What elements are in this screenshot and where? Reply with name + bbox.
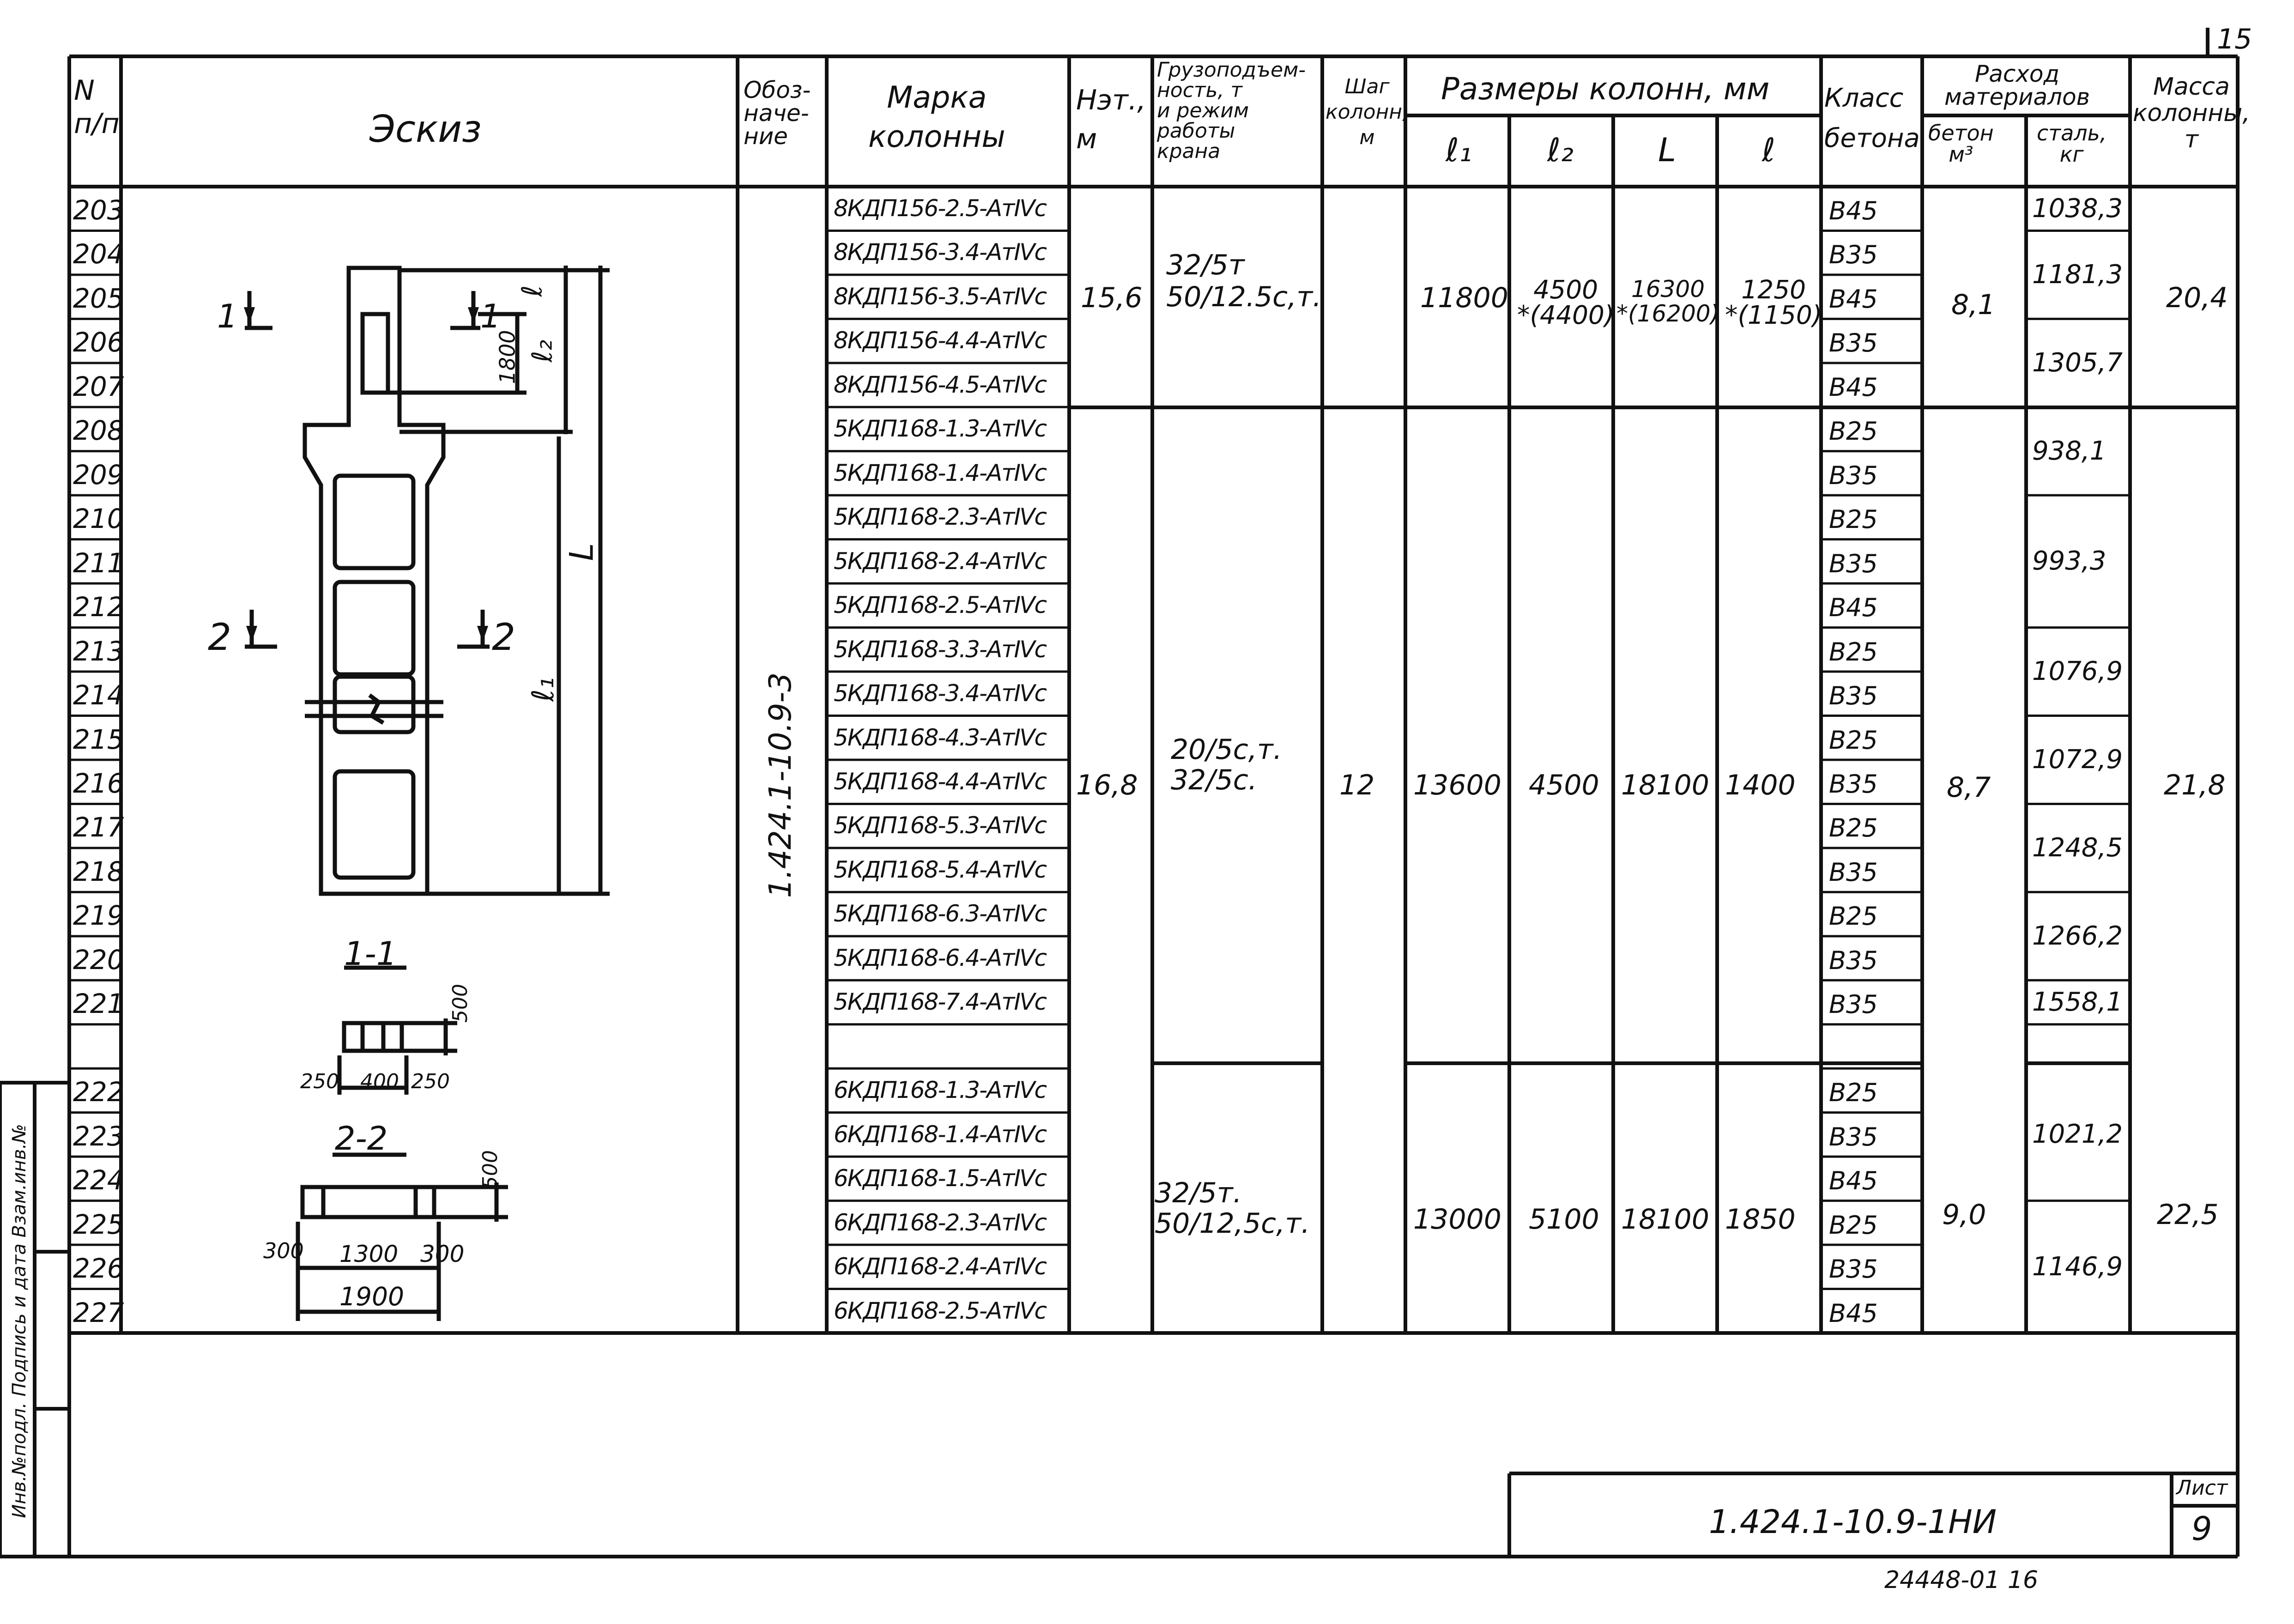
header-column-step: Шаг колонн, м — [1326, 75, 1409, 149]
section-2-dim-1900: 1900 — [339, 1282, 404, 1311]
row-mark: 5КДП168-4.4-АтⅣс — [834, 768, 1046, 795]
row-class: В25 — [1829, 813, 1878, 843]
row-mark: 8КДП156-3.5-АтⅣс — [834, 283, 1046, 310]
page-number: 15 — [2217, 23, 2252, 55]
row-mark: 8КДП156-4.5-АтⅣс — [834, 371, 1046, 398]
row-class: В45 — [1829, 1166, 1878, 1196]
dim-l1-label: ℓ₁ — [526, 677, 561, 702]
group2-step: 12 — [1339, 769, 1375, 801]
group2-l1: 13600 — [1413, 769, 1501, 801]
header-mark: Марка колонны — [868, 80, 1005, 154]
section-2-right-label: 2 — [492, 616, 515, 659]
group2-mass: 21,8 — [2164, 769, 2226, 801]
header-sketch: Эскиз — [369, 108, 482, 151]
row-mark: 8КДП156-3.4-АтⅣс — [834, 239, 1046, 266]
group3-b: 1850 — [1725, 1203, 1796, 1236]
row-number: 218 — [73, 855, 124, 887]
steel-value: 938,1 — [2032, 436, 2106, 466]
row-class: В35 — [1829, 328, 1878, 358]
header-floor-height: Нэт., м — [1076, 84, 1146, 155]
steel-value: 1181,3 — [2032, 259, 2123, 290]
row-number: 227 — [73, 1297, 124, 1328]
steel-value: 1072,9 — [2032, 744, 2123, 775]
sheet-label: Лист — [2176, 1476, 2228, 1500]
row-class: В35 — [1829, 990, 1878, 1019]
row-mark: 5КДП168-7.4-АтⅣс — [834, 988, 1046, 1016]
row-number: 222 — [73, 1076, 124, 1108]
group1-beton: 8,1 — [1951, 289, 1996, 321]
section-1-left-label: 1 — [217, 297, 238, 335]
steel-value: 1305,7 — [2032, 347, 2123, 378]
dim-L-label: L — [563, 543, 601, 561]
group2-floor-height: 16,8 — [1076, 769, 1138, 801]
header-L: L — [1658, 131, 1676, 169]
steel-value: 1021,2 — [2032, 1119, 2123, 1150]
row-number: 226 — [73, 1253, 124, 1285]
steel-value: 1266,2 — [2032, 921, 2123, 951]
row-mark: 5КДП168-4.3-АтⅣс — [834, 724, 1046, 751]
row-class: В35 — [1829, 461, 1878, 490]
row-number: 221 — [73, 988, 124, 1020]
dim-1800-label: 1800 — [495, 330, 520, 384]
row-number: 211 — [73, 547, 124, 579]
row-class: В25 — [1829, 637, 1878, 667]
row-class: В45 — [1829, 372, 1878, 402]
row-number: 220 — [73, 944, 124, 976]
row-mark: 5КДП168-2.4-АтⅣс — [834, 547, 1046, 575]
row-mark: 5КДП168-3.3-АтⅣс — [834, 636, 1046, 663]
row-mark: 6КДП168-2.4-АтⅣс — [834, 1253, 1046, 1280]
designation: 1.424.1-10.9-3 — [763, 672, 798, 898]
row-number: 206 — [73, 327, 124, 358]
row-number: 203 — [73, 194, 124, 226]
row-mark: 6КДП168-1.3-АтⅣс — [834, 1077, 1046, 1104]
group1-l1: 11800 — [1420, 282, 1508, 314]
row-number: 215 — [73, 723, 124, 755]
dim-b-label: ℓ — [516, 285, 549, 297]
group1-mass: 20,4 — [2166, 282, 2228, 314]
section-2-dim-500: 500 — [478, 1150, 502, 1189]
header-mass: Масса колонны, т — [2133, 73, 2250, 154]
row-class: В45 — [1829, 1298, 1878, 1328]
header-designation: Обоз- наче- ние — [744, 77, 811, 150]
header-l1: ℓ₁ — [1446, 131, 1472, 169]
row-mark: 5КДП168-1.3-АтⅣс — [834, 415, 1046, 442]
section-2-dim-300-left: 300 — [263, 1238, 304, 1263]
section-1-title: 1-1 — [344, 935, 397, 973]
steel-value: 1558,1 — [2032, 987, 2123, 1017]
header-b: ℓ — [1762, 131, 1775, 169]
group3-beton: 9,0 — [1942, 1199, 1986, 1231]
steel-value: 1248,5 — [2032, 832, 2123, 863]
group2-crane: 20/5с,т. 32/5с. — [1171, 733, 1282, 796]
side-stamp: Инв.№подл. Подпись и дата Взам.инв.№ — [9, 1124, 30, 1518]
steel-value: 1076,9 — [2032, 656, 2123, 687]
steel-value: 1146,9 — [2032, 1251, 2123, 1282]
section-1-right-label: 1 — [480, 297, 501, 335]
row-number: 204 — [73, 238, 124, 270]
row-mark: 5КДП168-5.4-АтⅣс — [834, 856, 1046, 883]
row-number: 224 — [73, 1164, 124, 1196]
row-mark: 6КДП168-1.4-АтⅣс — [834, 1121, 1046, 1148]
header-concrete-class: Класс бетона — [1824, 83, 1920, 153]
row-number: 210 — [73, 503, 124, 535]
section-2-dim-300-right: 300 — [420, 1241, 465, 1267]
row-number: 225 — [73, 1208, 124, 1240]
row-number: 208 — [73, 415, 124, 447]
header-concrete-volume: бетон м³ — [1928, 121, 1994, 167]
section-1-dim-250-right: 250 — [411, 1070, 450, 1093]
row-class: В35 — [1829, 681, 1878, 711]
group1-l2: 4500 *(4400) — [1517, 275, 1615, 330]
row-class: В45 — [1829, 593, 1878, 623]
row-number: 219 — [73, 900, 124, 932]
row-class: В25 — [1829, 1210, 1878, 1240]
row-number: 217 — [73, 812, 124, 843]
footer-code: 24448-01 16 — [1884, 1566, 2039, 1594]
group2-b: 1400 — [1725, 769, 1796, 801]
row-class: В35 — [1829, 1122, 1878, 1151]
group1-crane: 32/5т 50/12.5с,т. — [1166, 249, 1322, 313]
group1-b: 1250 *(1150) — [1725, 275, 1822, 330]
row-class: В35 — [1829, 857, 1878, 887]
row-number: 214 — [73, 679, 124, 711]
header-materials: Расход материалов — [1944, 61, 2090, 110]
row-number: 223 — [73, 1120, 124, 1152]
row-mark: 5КДП168-6.3-АтⅣс — [834, 900, 1046, 927]
row-mark: 5КДП168-5.3-АтⅣс — [834, 812, 1046, 839]
row-mark: 8КДП156-4.4-АтⅣс — [834, 327, 1046, 354]
group3-mass: 22,5 — [2157, 1199, 2219, 1231]
row-class: В25 — [1829, 505, 1878, 534]
row-number: 216 — [73, 767, 124, 799]
row-number: 209 — [73, 459, 124, 491]
row-mark: 6КДП168-2.3-АтⅣс — [834, 1209, 1046, 1236]
section-2-left-label: 2 — [208, 616, 231, 659]
row-mark: 5КДП168-6.4-АтⅣс — [834, 944, 1046, 971]
section-1-dim-500: 500 — [448, 984, 472, 1023]
steel-value: 1038,3 — [2032, 193, 2123, 224]
section-1-dim-250-left: 250 — [300, 1070, 339, 1093]
row-class: В35 — [1829, 549, 1878, 578]
group3-crane: 32/5т. 50/12,5с,т. — [1155, 1177, 1310, 1240]
group2-beton: 8,7 — [1947, 771, 1991, 804]
row-mark: 5КДП168-2.3-АтⅣс — [834, 503, 1046, 531]
group2-l2: 4500 — [1529, 769, 1599, 801]
group3-l1: 13000 — [1413, 1203, 1501, 1236]
row-class: В25 — [1829, 417, 1878, 446]
row-class: В25 — [1829, 1078, 1878, 1108]
row-class: В35 — [1829, 945, 1878, 975]
header-num: N п/п — [74, 74, 120, 140]
group3-L: 18100 — [1621, 1203, 1709, 1236]
row-mark: 5КДП168-2.5-АтⅣс — [834, 592, 1046, 619]
row-mark: 8КДП156-2.5-АтⅣс — [834, 195, 1046, 222]
row-number: 212 — [73, 591, 124, 623]
dim-l2-label: ℓ₂ — [526, 339, 559, 363]
group1-L: 16300 *(16200) — [1616, 276, 1720, 327]
title-block-code: 1.424.1-10.9-1НИ — [1709, 1503, 1997, 1541]
header-crane: Грузоподъем- ность, т и режим работы крана — [1157, 58, 1306, 163]
section-2-title: 2-2 — [335, 1120, 388, 1157]
row-number: 205 — [73, 282, 124, 314]
row-class: В45 — [1829, 196, 1878, 225]
row-class: В25 — [1829, 902, 1878, 931]
steel-value: 993,3 — [2032, 546, 2106, 576]
group3-l2: 5100 — [1529, 1203, 1599, 1236]
section-1-dim-400: 400 — [360, 1070, 399, 1093]
row-class: В25 — [1829, 725, 1878, 755]
row-class: В35 — [1829, 240, 1878, 270]
section-2-dim-1300: 1300 — [339, 1241, 399, 1267]
row-class: В45 — [1829, 284, 1878, 314]
sheet-number: 9 — [2191, 1510, 2212, 1548]
row-class: В35 — [1829, 769, 1878, 799]
header-steel: сталь, кг — [2037, 121, 2107, 167]
row-number: 213 — [73, 635, 124, 667]
row-mark: 6КДП168-1.5-АтⅣс — [834, 1165, 1046, 1192]
header-dimensions: Размеры колонн, мм — [1441, 71, 1770, 107]
row-mark: 5КДП168-3.4-АтⅣс — [834, 680, 1046, 707]
group1-floor-height: 15,6 — [1081, 282, 1143, 314]
header-l2: ℓ₂ — [1547, 131, 1574, 169]
row-number: 207 — [73, 370, 124, 402]
group2-L: 18100 — [1621, 769, 1709, 801]
row-class: В35 — [1829, 1254, 1878, 1284]
row-mark: 6КДП168-2.5-АтⅣс — [834, 1297, 1046, 1324]
row-mark: 5КДП168-1.4-АтⅣс — [834, 459, 1046, 486]
